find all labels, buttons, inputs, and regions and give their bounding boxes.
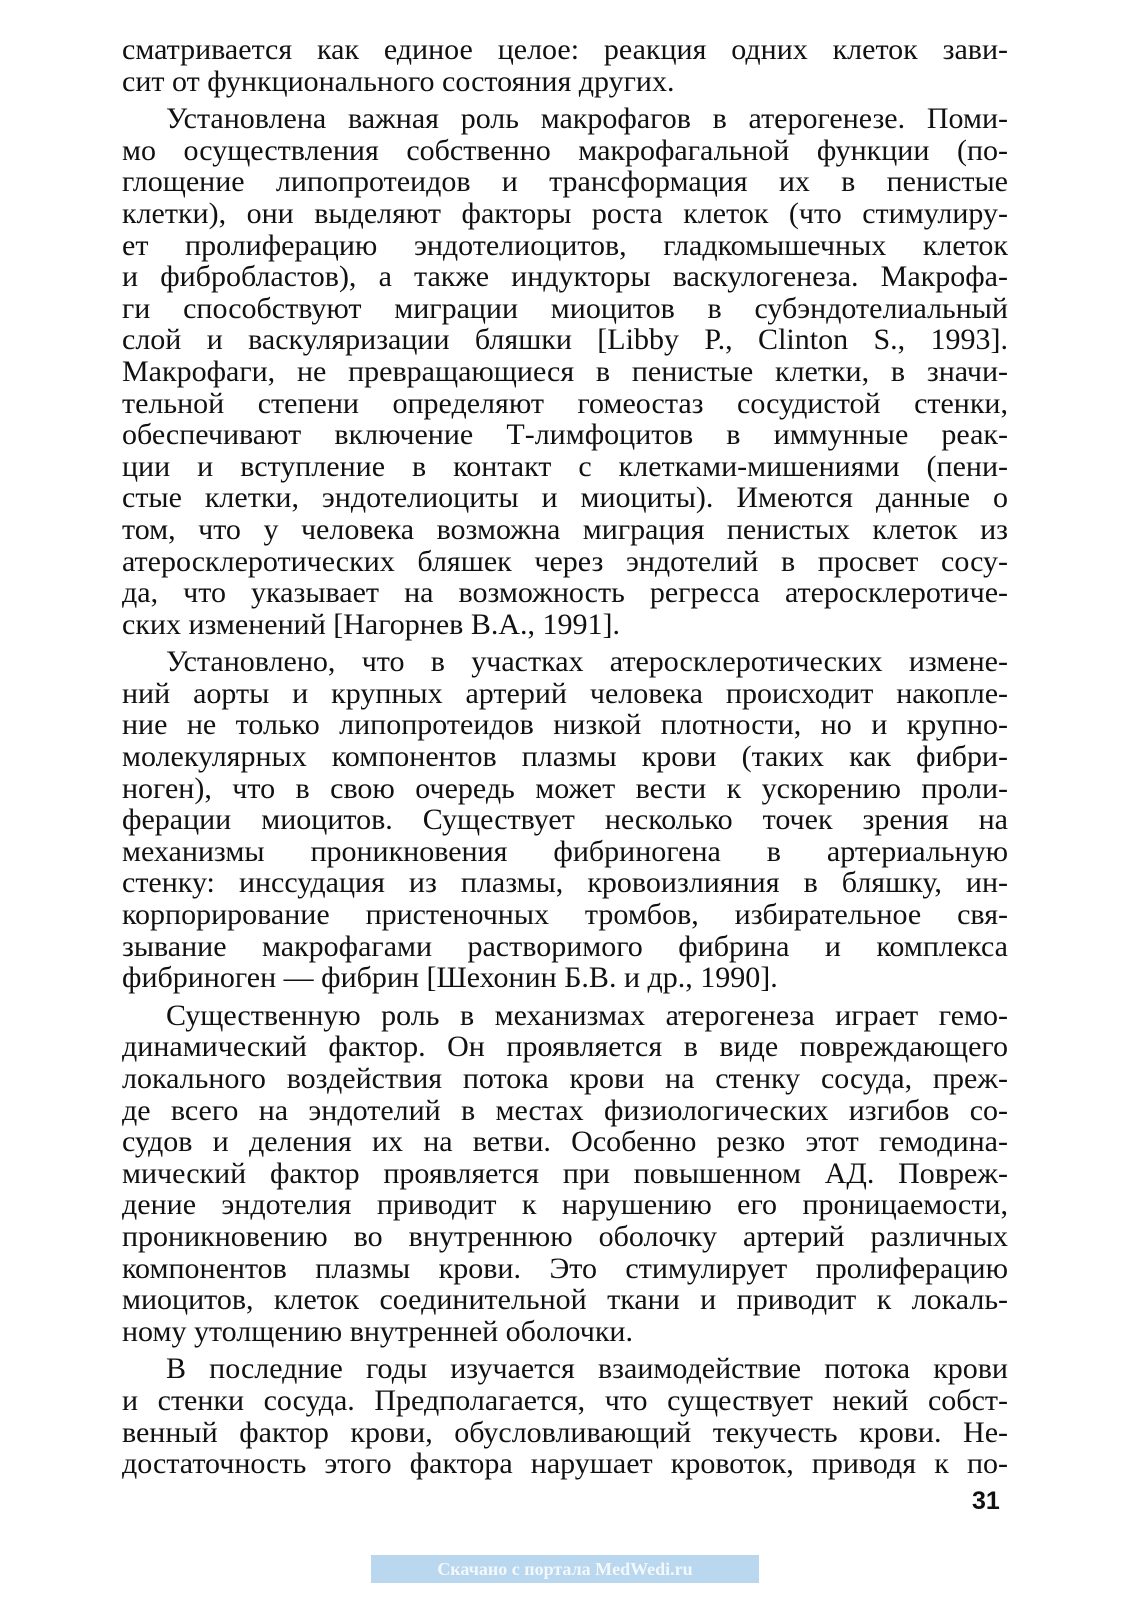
text-line: и фибробластов), а также индукторы васкулогенеза. Макрофа- [122,260,1008,294]
text-line: локального воздействия потока крови на стенку сосуда, преж- [122,1062,1008,1095]
text-line: Существенную роль в механизмах атерогенеза играет гемо- [166,998,1008,1032]
text-line: ние не только липопротеидов низкой плотности, но и крупно- [122,708,1008,742]
paragraph [122,1353,1008,1479]
text-line: том, что у человека возможна миграция пенистых клеток из [122,512,1008,546]
text-line: венный фактор крови, обусловливающий текучесть крови. Не- [122,1415,1008,1449]
text-line: судов и деления их на ветви. Особенно резко этот гемодина- [122,1125,1008,1159]
text-line: динамический фактор. Он проявляется в виде повреждающего [122,1030,1008,1064]
paragraph [122,646,1008,994]
text-line: ет пролиферацию эндотелиоцитов, гладкомышечных клеток [122,228,1008,262]
text-line: де всего на эндотелий в местах физиологических изгибов со- [122,1093,1008,1127]
text-line: механизмы проникновения фибриногена в артериальную [122,834,1008,868]
text-line: ских изменений [Нагорнев В.А., 1991]. [122,607,620,641]
text-line: Установлена важная роль макрофагов в атерогенезе. Поми- [166,102,1008,136]
text-line: клетки), они выделяют факторы роста клеток (что стимулиру- [122,196,1008,230]
page-number: 31 [972,1487,1000,1515]
text-line: сматривается как единое целое: реакция одних клеток зави- [122,33,1008,66]
text-line: слой и васкуляризации бляшки [Libby P., Clinton S., 1993]. [122,323,1008,357]
text-line: мический фактор проявляется при повышенном АД. Повреж- [122,1156,1008,1190]
text-line: молекулярных компонентов плазмы крови (таких как фибри- [122,740,1008,774]
text-line: ции и вступление в контакт с клетками-мишениями (пени- [122,449,1008,483]
text-line: компонентов плазмы крови. Это стимулирует пролиферацию [122,1251,1008,1285]
page-body [122,34,1008,1480]
text-line: ному утолщению внутренней оболочки. [122,1314,633,1348]
text-line: мо осуществления собственно макрофагальной функции (по- [122,133,1008,167]
text-line: ги способствуют миграции миоцитов в субэндотелиальный [122,291,1008,325]
text-line: сит от функционального состояния других. [122,64,675,98]
text-line: дение эндотелия приводит к нарушению его проницаемости, [122,1188,1008,1222]
text-line: да, что указывает на возможность регресса атеросклеротиче- [122,576,1008,610]
text-line: стенку: инссудация из плазмы, кровоизлияния в бляшку, ин- [122,866,1008,900]
text-line: проникновению во внутреннюю оболочку артерий различных [122,1219,1008,1253]
paragraph [122,34,1008,97]
text-line: миоцитов, клеток соединительной ткани и приводит к локаль- [122,1283,1008,1317]
text-line: Макрофаги, не превращающиеся в пенистые клетки, в значи- [122,354,1008,388]
text-line: фибриноген — фибрин [Шехонин Б.В. и др., 1990]. [122,961,778,995]
text-line: стые клетки, эндотелиоциты и миоциты). Имеются данные о [122,481,1008,515]
paragraph [122,1000,1008,1348]
paragraph [122,103,1008,640]
text-line: зывание макрофагами растворимого фибрина и комплекса [122,929,1008,963]
text-line: тельной степени определяют гомеостаз сосудистой стенки, [122,386,1008,420]
text-line: достаточность этого фактора нарушает кровоток, приводя к по- [122,1447,1008,1481]
text-line: обеспечивают включение Т-лимфоцитов в иммунные реак- [122,418,1008,452]
text-line: и стенки сосуда. Предполагается, что существует некий собст- [122,1383,1008,1417]
watermark-banner: Скачано с портала MedWedi.ru [371,1555,759,1583]
text-line: глощение липопротеидов и трансформация их в пенистые [122,165,1008,199]
text-line: корпорирование пристеночных тромбов, избирательное свя- [122,898,1008,932]
text-line: атеросклеротических бляшек через эндотелий в просвет сосу- [122,544,1008,578]
text-line: ноген), что в свою очередь может вести к ускорению проли- [122,771,1008,805]
text-line: ферации миоцитов. Существует несколько точек зрения на [122,803,1008,837]
text-line: В последние годы изучается взаимодействие потока крови [166,1352,1008,1386]
text-line: Установлено, что в участках атеросклеротических измене- [166,645,1008,679]
text-line: ний аорты и крупных артерий человека происходит накопле- [122,676,1008,710]
